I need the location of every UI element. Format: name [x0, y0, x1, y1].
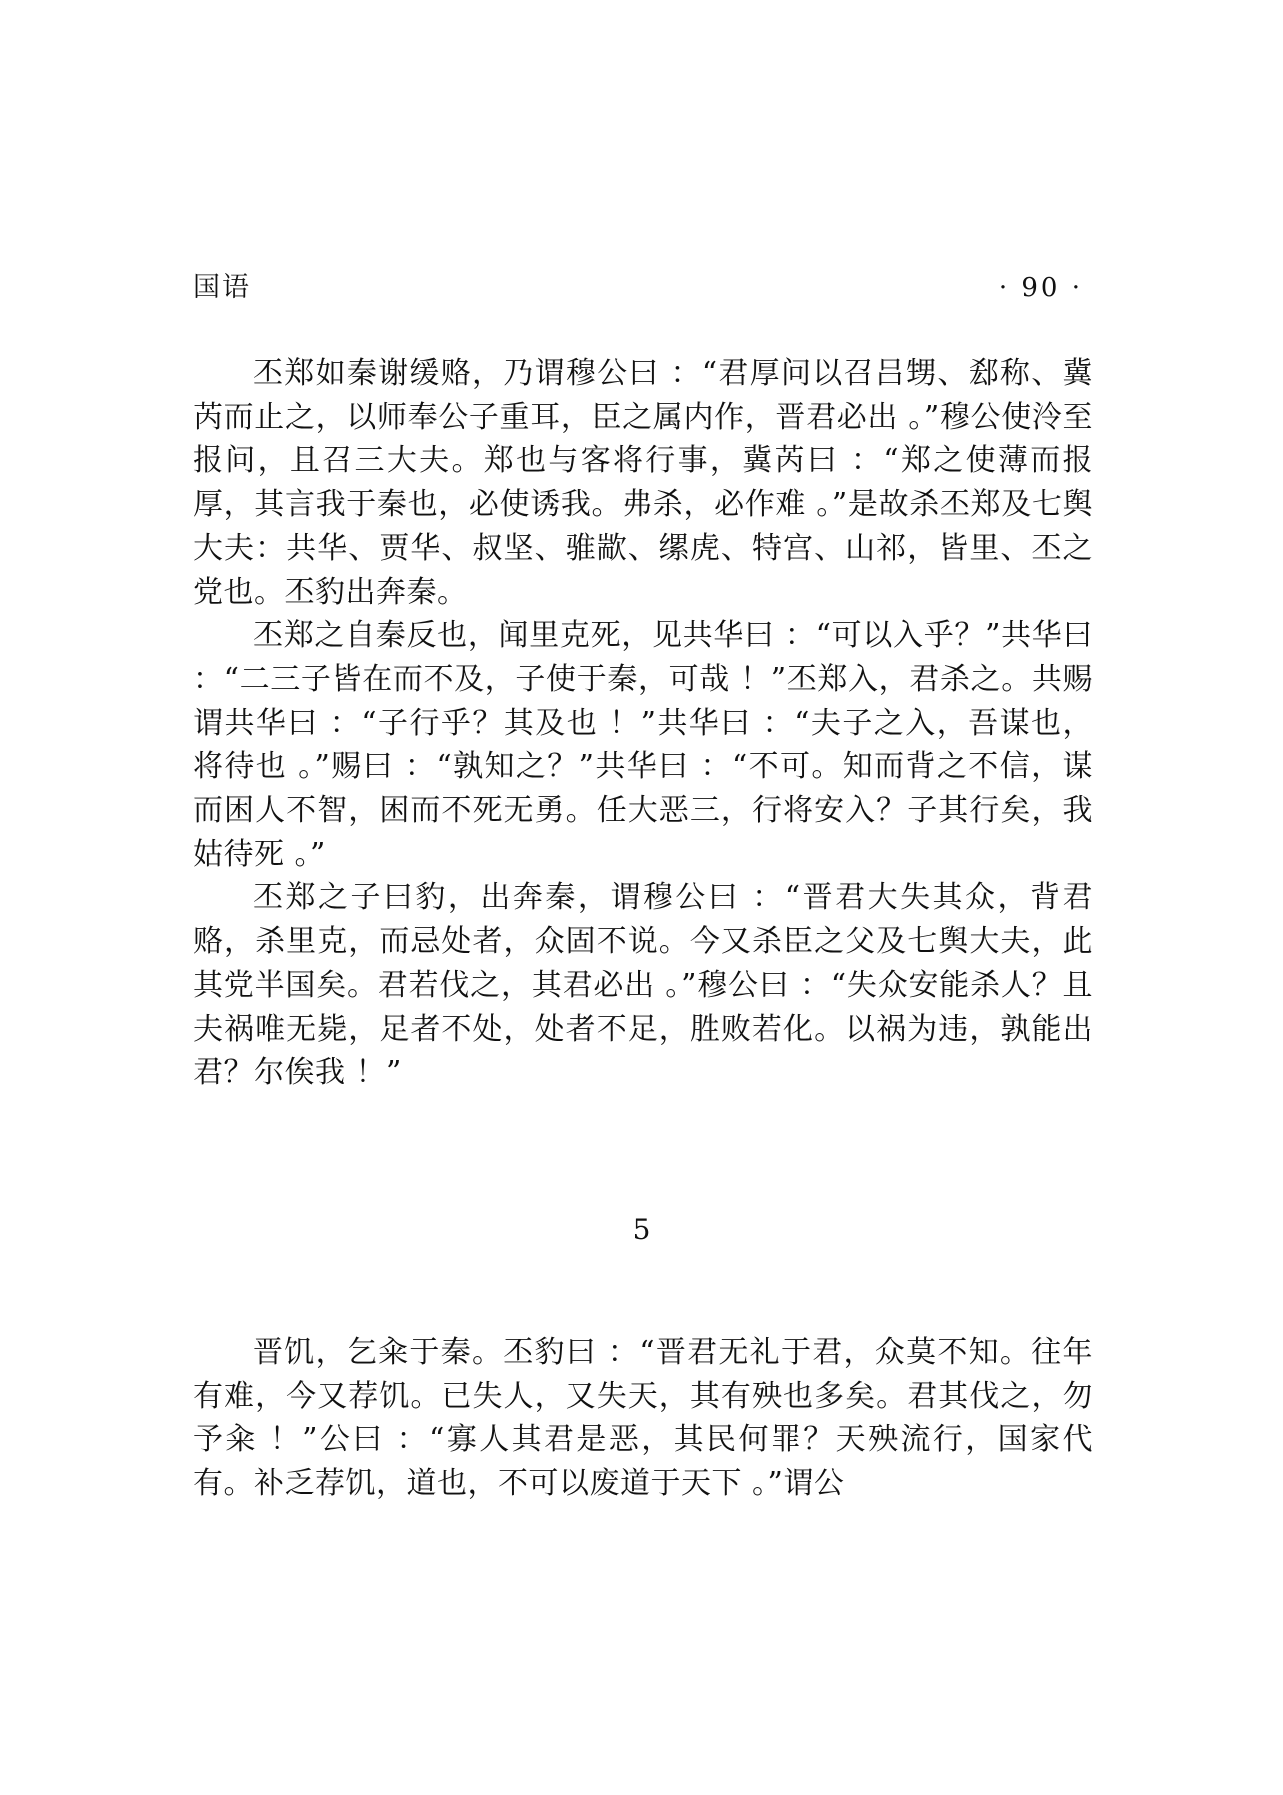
page-number: · 90 ·: [998, 273, 1083, 303]
paragraph: 丕郑之自秦反也，闻里克死，见共华曰 ：“可以入乎？”共华曰 ：“二三子皆在而不及，子使于秦，可哉 ！”丕郑入，君杀之。共赐谓共华曰 ：“子行乎？其及也 ！”共华曰 ：“夫子之入，吾谋也，将待也 。”赐曰 ：“孰知之？”共华曰 ：“不可。知而背之不信，谋而困人不智，困而不死无勇。任大恶三，行将安入？子其行矣，我姑待死 。”: [193, 618, 1093, 872]
section-2-body: [193, 1331, 1093, 1506]
page-header: [193, 268, 1083, 308]
section-number: 5: [632, 1213, 651, 1246]
paragraph: 丕郑如秦谢缓赂，乃谓穆公曰 ：“君厚问以召吕甥、郄称、冀芮而止之，以师奉公子重耳，臣之属内作，晋君必出 。”穆公使泠至报问，且召三大夫。郑也与客将行事，冀芮曰 ：“郑之使薄而报厚，其言我于秦也，必使诱我。弗杀，必作难 。”是故杀丕郑及七舆大夫：共华、贾华、叔坚、骓歂、缧虎、特宫、山祁，皆里、丕之党也。丕豹出奔秦。: [193, 356, 1093, 610]
paragraph: 晋饥，乞籴于秦。丕豹曰 ：“晋君无礼于君，众莫不知。往年有难，今又荐饥。已失人，又失天，其有殃也多矣。君其伐之，勿予籴 ！”公曰 ：“寡人其君是恶，其民何罪？天殃流行，国家代有。补乏荐饥，道也，不可以废道于天下 。”谓公: [193, 1335, 1093, 1502]
paragraph: 丕郑之子曰豹，出奔秦，谓穆公曰 ：“晋君大失其众，背君赂，杀里克，而忌处者，众固不说。今又杀臣之父及七舆大夫，此其党半国矣。君若伐之，其君必出 。”穆公曰 ：“失众安能杀人？且夫祸唯无毙，足者不处，处者不足，胜败若化。以祸为违，孰能出君？尔俟我 ！”: [193, 880, 1093, 1091]
section-1-body: [193, 352, 1093, 1095]
book-title: 国语: [193, 272, 251, 303]
